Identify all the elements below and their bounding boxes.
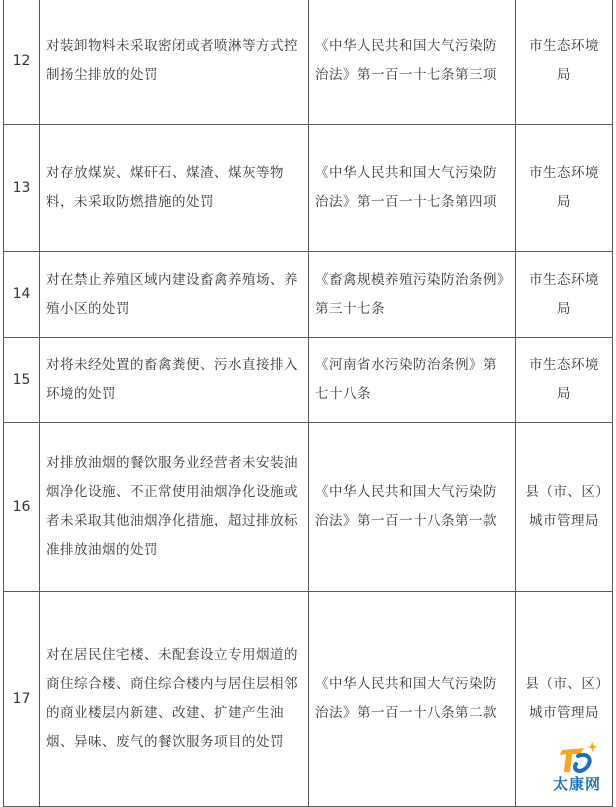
row-number: 14 [4,252,40,338]
penalty-item: 对装卸物料未采取密闭或者喷淋等方式控制扬尘排放的处罚 [40,0,309,125]
row-number: 12 [4,0,40,125]
watermark-text: 太康网 [553,775,602,793]
legal-basis: 《河南省水污染防治条例》第七十八条 [309,338,516,423]
legal-basis: 《中华人民共和国大气污染防治法》第一百一十七条第四项 [309,125,516,252]
row-number: 13 [4,125,40,252]
table-row [4,125,613,252]
table-row [4,0,613,125]
enforcement-agency: 市生态环境局 [516,0,613,125]
enforcement-agency: 县（市、区）城市管理局 [516,423,613,592]
table-row [4,252,613,338]
row-number: 17 [4,592,40,807]
penalty-item: 对将未经处置的畜禽粪便、污水直接排入环境的处罚 [40,338,309,423]
penalty-table [3,0,613,807]
table-row [4,592,613,807]
legal-basis: 《中华人民共和国大气污染防治法》第一百一十八条第二款 [309,592,516,807]
penalty-item: 对在居民住宅楼、未配套设立专用烟道的商住综合楼、商住综合楼内与居住层相邻的商业楼层内新建、改建、扩建产生油烟、异味、废气的餐饮服务项目的处罚 [40,592,309,807]
enforcement-agency: 市生态环境局 [516,252,613,338]
enforcement-agency: 县（市、区）城市管理局 [516,592,613,807]
legal-basis: 《中华人民共和国大气污染防治法》第一百一十七条第三项 [309,0,516,125]
table-row [4,423,613,592]
penalty-item: 对在禁止养殖区域内建设畜禽养殖场、养殖小区的处罚 [40,252,309,338]
row-number: 15 [4,338,40,423]
row-number: 16 [4,423,40,592]
enforcement-agency: 市生态环境局 [516,125,613,252]
legal-basis: 《中华人民共和国大气污染防治法》第一百一十八条第一款 [309,423,516,592]
legal-basis: 《畜禽规模养殖污染防治条例》第三十七条 [309,252,516,338]
penalty-item: 对排放油烟的餐饮服务业经营者未安装油烟净化设施、不正常使用油烟净化设施或者未采取其他油烟净化措施，超过排放标准排放油烟的处罚 [40,423,309,592]
penalty-item: 对存放煤炭、煤矸石、煤渣、煤灰等物料，未采取防燃措施的处罚 [40,125,309,252]
table-row [4,338,613,423]
enforcement-agency: 市生态环境局 [516,338,613,423]
